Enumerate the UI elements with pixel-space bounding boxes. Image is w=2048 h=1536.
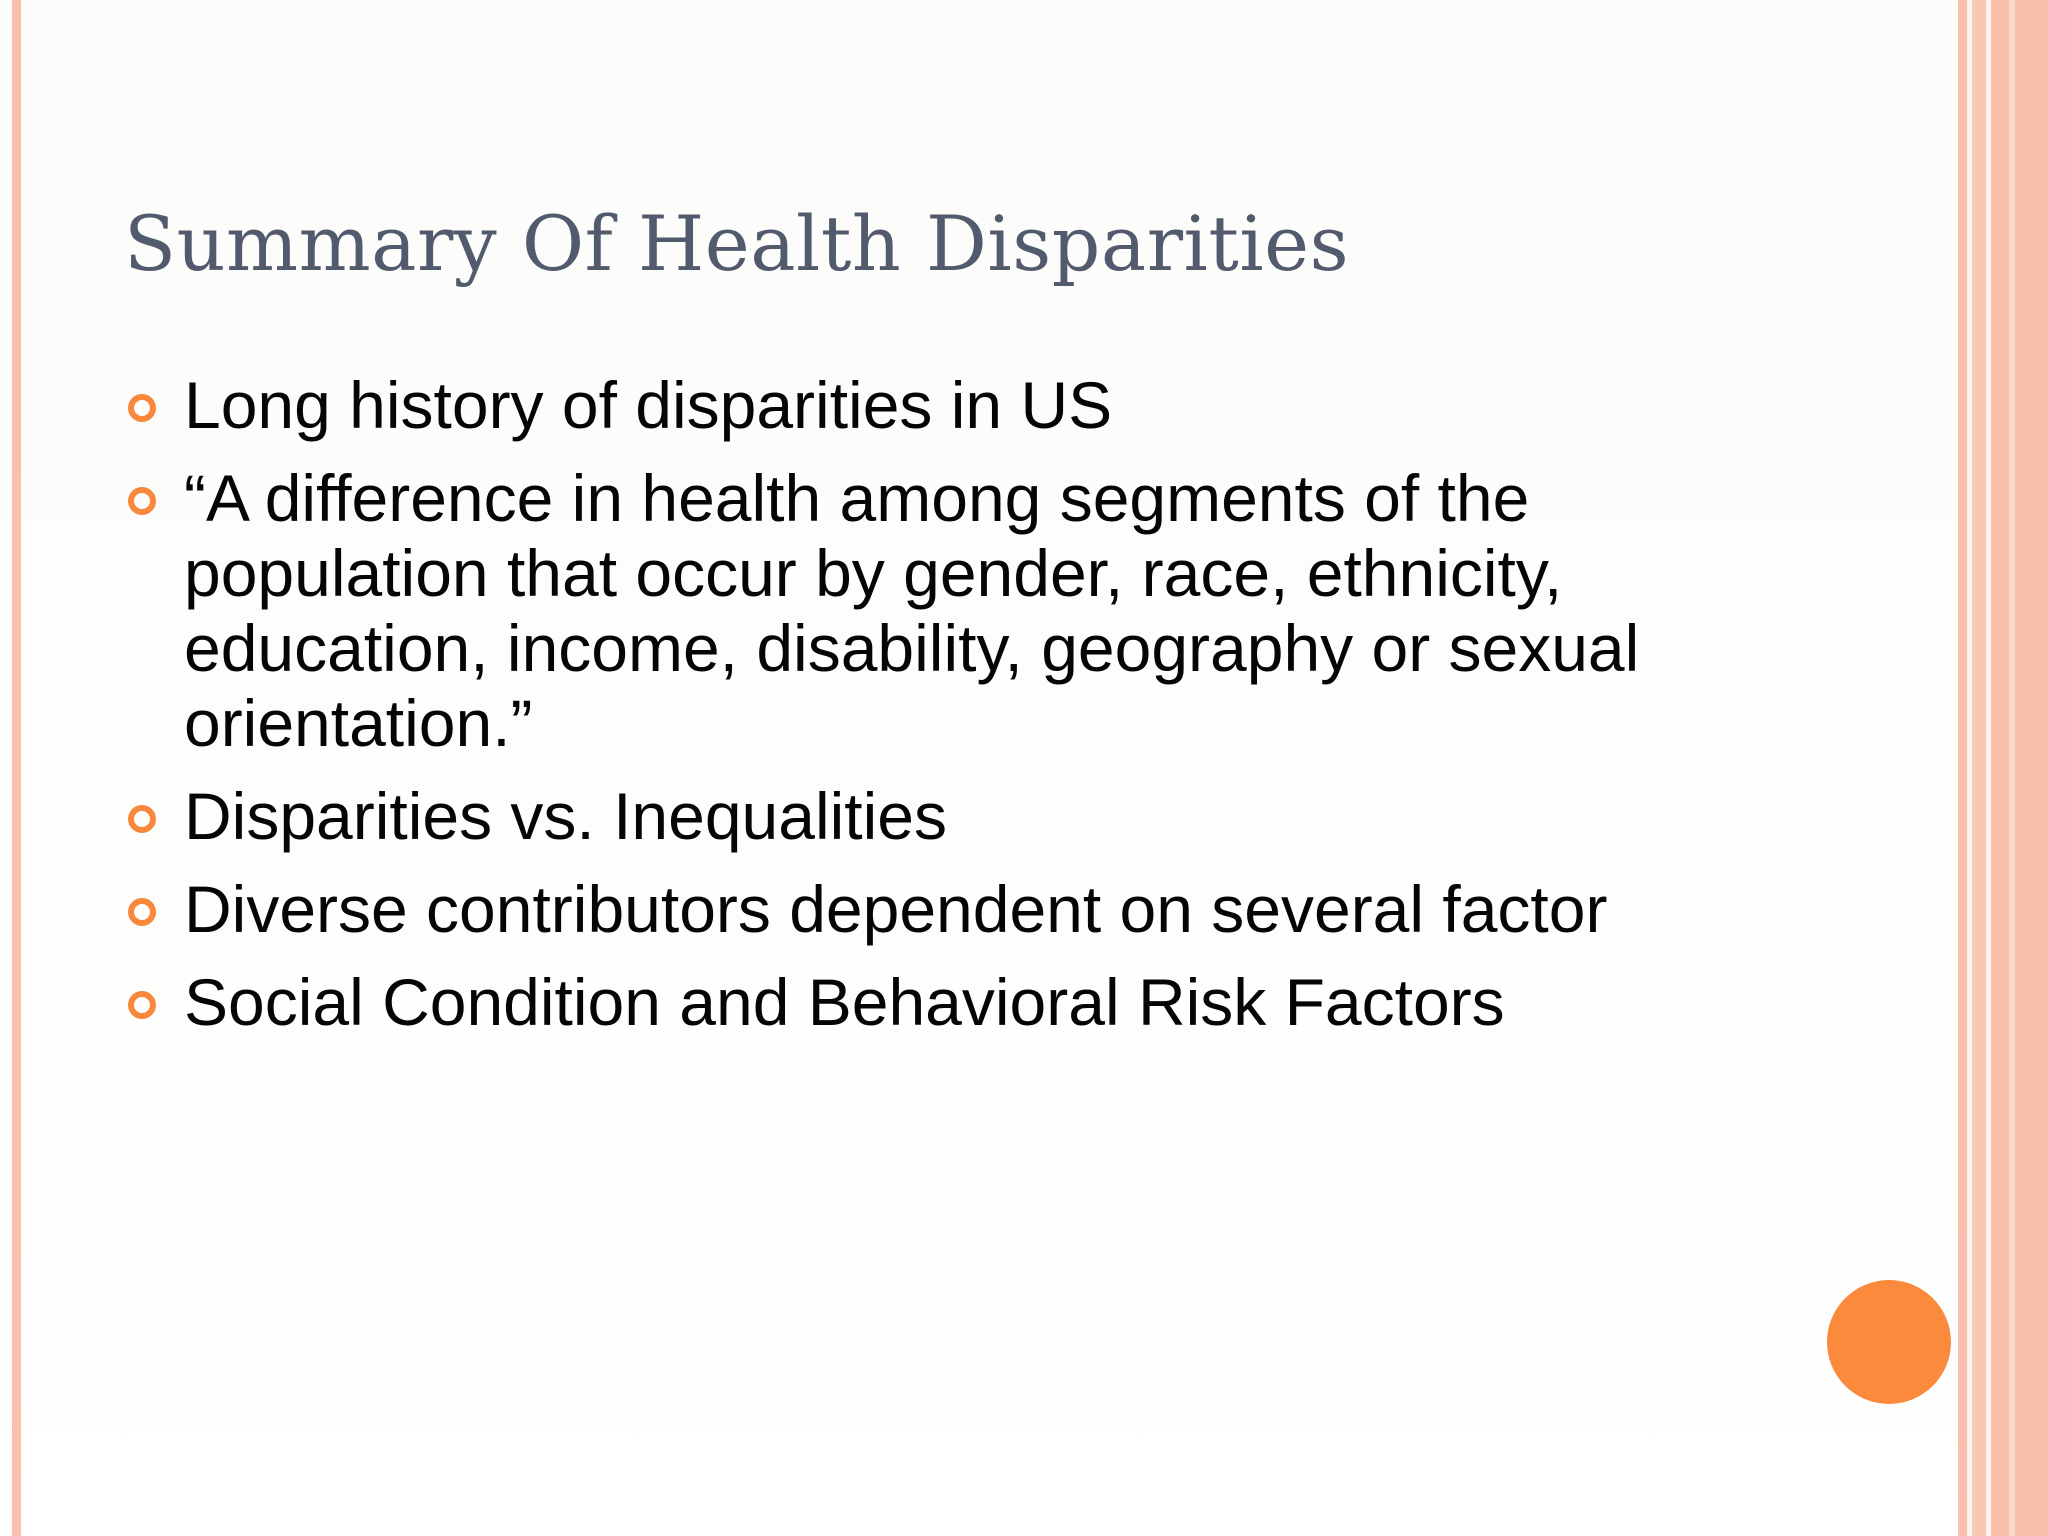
bullet-text: Social Condition and Behavioral Risk Factors xyxy=(184,965,1505,1039)
bullet-text: “A difference in health among segments of the population that occur by gender, race, ethnicity, education, income, disability, geography or sexual orientation.” xyxy=(184,461,1640,760)
bullet-list xyxy=(126,368,1746,1040)
bullet-item xyxy=(126,872,1746,947)
orange-circle-decoration xyxy=(1827,1280,1951,1404)
bullet-item xyxy=(126,779,1746,854)
bullet-item xyxy=(126,461,1746,761)
bullet-circle-icon xyxy=(128,394,156,422)
bullet-circle-icon xyxy=(128,991,156,1019)
right-border-stripe xyxy=(2015,0,2048,1536)
bullet-text: Disparities vs. Inequalities xyxy=(184,779,947,853)
bullet-item xyxy=(126,965,1746,1040)
bullet-circle-icon xyxy=(128,805,156,833)
bullet-text: Long history of disparities in US xyxy=(184,368,1113,442)
bullet-item xyxy=(126,368,1746,443)
left-border-stripe xyxy=(12,0,21,1536)
bullet-text: Diverse contributors dependent on several factor xyxy=(184,872,1608,946)
right-border-stripe xyxy=(1972,0,1986,1536)
bullet-circle-icon xyxy=(128,898,156,926)
slide-title: Summary Of Health Disparities xyxy=(124,199,1350,288)
bullet-circle-icon xyxy=(128,487,156,515)
right-border-stripe xyxy=(1958,0,1967,1536)
right-border-stripe xyxy=(1991,0,2009,1536)
